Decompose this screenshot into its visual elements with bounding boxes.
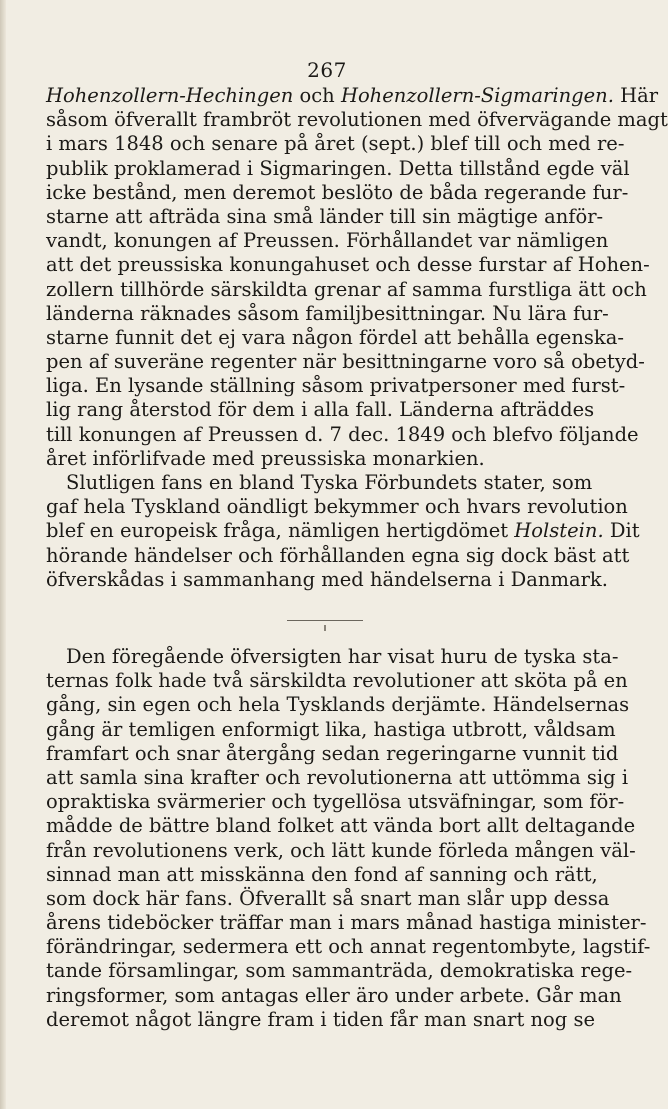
- lower-text-block: [46, 645, 651, 1032]
- text-line: hörande händelser och förhållanden egna sig dock bäst att: [46, 543, 630, 567]
- text-line: gång är temligen enformigt lika, hastiga utbrott, våldsam: [46, 717, 616, 741]
- text-line: ringsformer, som antagas eller äro under arbete. Går man: [46, 983, 622, 1007]
- text-line: [46, 84, 659, 108]
- upper-text-block: [46, 84, 668, 592]
- text-line: lig rang återstod för dem i alla fall. Länderna afträddes: [46, 398, 595, 422]
- text-line: gaf hela Tyskland oändligt bekymmer och hvars revolution: [46, 495, 628, 519]
- text-line: öfverskådas i sammanhang med händelserna i Danmark.: [46, 567, 608, 591]
- text-line: förändringar, sedermera ett och annat regentombyte, lagstif-: [46, 935, 651, 959]
- text-line: framfart och snar återgång sedan regeringarne vunnit tid: [46, 741, 619, 765]
- text-line: ternas folk hade två särskildta revolutioner att sköta på en: [46, 669, 628, 693]
- page-number: 267: [307, 58, 347, 82]
- italic-term: Holstein.: [514, 519, 604, 543]
- text-line: som dock här fans. Öfverallt så snart man slår upp dessa: [46, 886, 610, 910]
- italic-term: Hohenzollern-Sigmaringen.: [340, 84, 614, 107]
- text-line: starne att afträda sina små länder till sin mägtige anför-: [46, 204, 604, 228]
- text-span: och: [293, 84, 341, 107]
- text-line: från revolutionens verk, och lätt kunde förleda mången väl-: [46, 838, 636, 862]
- text-line: i mars 1848 och senare på året (sept.) blef till och med re-: [46, 132, 625, 156]
- text-line: opraktiska svärmerier och tygellösa utsväfningar, som för-: [46, 790, 625, 814]
- text-line: publik proklamerad i Sigmaringen. Detta tillstånd egde väl: [46, 156, 630, 180]
- text-line: att samla sina krafter och revolutionerna att uttömma sig i: [46, 765, 629, 789]
- divider-mark: [324, 625, 326, 631]
- text-line: deremot något längre fram i tiden får man snart nog se: [46, 1007, 596, 1031]
- text-line: tande församlingar, som sammanträda, demokratiska rege-: [46, 959, 633, 983]
- italic-term: Hohenzollern-Hechingen: [46, 84, 294, 107]
- text-line: [46, 519, 640, 543]
- text-line: liga. En lysande ställning såsom privatpersoner med furst-: [46, 374, 626, 398]
- text-span: blef en europeisk fråga, nämligen hertigdömet: [46, 519, 515, 543]
- text-line: såsom öfverallt frambröt revolutionen med öfvervägande magt: [46, 108, 668, 132]
- text-span: Dit: [603, 519, 640, 543]
- text-line: vandt, konungen af Preussen. Förhållandet var nämligen: [46, 229, 609, 253]
- text-line: länderna räknades såsom familjbesittningar. Nu lära fur-: [46, 301, 609, 325]
- text-line: gång, sin egen och hela Tysklands derjämte. Händelsernas: [46, 693, 630, 717]
- page-edge: [0, 0, 6, 1109]
- text-line: pen af suveräne regenter när besittningarne voro så obetyd-: [46, 350, 645, 374]
- section-divider: [287, 620, 363, 621]
- text-line: till konungen af Preussen d. 7 dec. 1849 och blefvo följande: [46, 422, 639, 446]
- text-line: mådde de bättre bland folket att vända bort allt deltagande: [46, 814, 636, 838]
- text-line: att det preussiska konungahuset och desse furstar af Hohen-: [46, 253, 650, 277]
- text-line: året införlifvade med preussiska monarkien.: [46, 446, 485, 470]
- text-line: sinnad man att misskänna den fond af sanning och rätt,: [46, 862, 598, 886]
- text-line: Den föregående öfversigten har visat huru de tyska sta-: [66, 645, 619, 668]
- text-line: Slutligen fans en bland Tyska Förbundets stater, som: [66, 471, 593, 494]
- text-line: icke bestånd, men deremot beslöto de båda regerande fur-: [46, 180, 629, 204]
- text-line: starne funnit det ej vara någon fördel att behålla egenska-: [46, 325, 624, 349]
- text-line: zollern tillhörde särskildta grenar af samma furstliga ätt och: [46, 277, 647, 301]
- text-span: Här: [613, 84, 659, 107]
- text-line: årens tideböcker träffar man i mars månad hastiga minister-: [46, 911, 647, 935]
